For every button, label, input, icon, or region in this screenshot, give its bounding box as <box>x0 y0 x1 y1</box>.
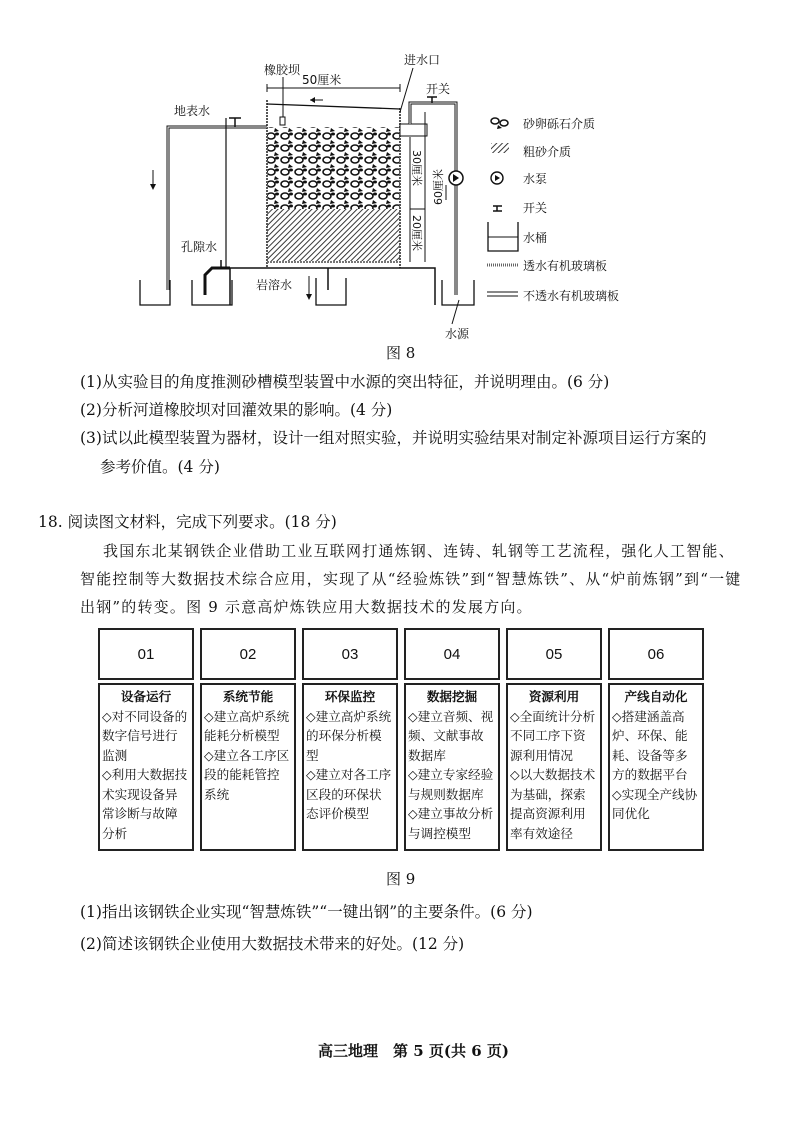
column-title: 系统节能 <box>222 689 274 704</box>
legend-label: 不透水有机玻璃板 <box>523 289 620 303</box>
column-body <box>200 683 296 851</box>
legend-label: 透水有机玻璃板 <box>523 259 608 273</box>
column-item: ◇以大数据技术为基础，探索提高资源利用率有效途径 <box>510 767 596 841</box>
column-number: 05 <box>506 628 602 680</box>
question-18-paragraph-1: 我国东北某钢铁企业借助工业互联网打通炼钢、连铸、轧钢等工艺流程，强化人工智能、 <box>103 542 735 560</box>
impermeable-plate-icon <box>487 292 518 296</box>
pore-water-label: 孔隙水 <box>181 240 218 254</box>
column-item: ◇全面统计分析不同工序下资源利用情况 <box>510 708 596 763</box>
column-body <box>98 683 194 851</box>
column-body <box>302 683 398 851</box>
page-footer: 高三地理 第 5 页(共 6 页) <box>318 1042 509 1060</box>
question-18-2: (2)简述该钢铁企业使用大数据技术带来的好处。(12 分) <box>80 935 465 953</box>
figure-8-caption: 图 8 <box>386 344 416 362</box>
figure-9-column <box>200 628 296 851</box>
legend-label: 开关 <box>523 201 548 215</box>
switch-top-label: 开关 <box>426 82 451 96</box>
pump-legend-icon <box>491 172 503 184</box>
column-title: 数据挖掘 <box>426 689 478 704</box>
bucket-icon <box>488 222 518 251</box>
figure-9-column <box>404 628 500 851</box>
column-item: ◇建立对各工序区段的环保状态评价模型 <box>306 767 392 821</box>
gravel-icon <box>491 118 508 129</box>
height-60-label: 60厘米 <box>432 169 445 205</box>
height-30-label: 30厘米 <box>410 150 423 186</box>
column-item: ◇建立专家经验与规则数据库 <box>408 767 494 802</box>
column-title: 设备运行 <box>120 689 172 704</box>
question-17-2: (2)分析河道橡胶坝对回灌效果的影响。(4 分) <box>80 401 393 419</box>
question-18-1: (1)指出该钢铁企业实现“智慧炼铁”“一键出钢”的主要条件。(6 分) <box>80 903 533 921</box>
inlet-label: 进水口 <box>404 53 441 67</box>
coarse-sand-icon <box>491 143 509 153</box>
height-20-label: 20厘米 <box>410 215 423 251</box>
figure-9-column <box>98 628 194 851</box>
question-18-heading: 18. 阅读图文材料，完成下列要求。(18 分) <box>38 513 337 531</box>
column-item: ◇建立事故分析与调控模型 <box>408 806 494 841</box>
legend-label: 砂卵砾石介质 <box>523 117 596 131</box>
width-label: 50厘米 <box>302 73 342 87</box>
column-body <box>506 683 602 851</box>
rubber-dam-label: 橡胶坝 <box>264 63 301 77</box>
column-item: ◇实现全产线协同优化 <box>612 786 698 821</box>
figure-9-column <box>506 628 602 851</box>
switch-icon <box>493 206 502 211</box>
legend-label: 粗砂介质 <box>523 145 572 159</box>
column-body <box>404 683 500 851</box>
question-18-paragraph-3: 出钢”的转变。图 9 示意高炉炼铁应用大数据技术的发展方向。 <box>80 598 533 616</box>
column-number: 02 <box>200 628 296 680</box>
column-number: 01 <box>98 628 194 680</box>
figure-8-diagram <box>0 0 800 345</box>
coarse-sand-layer <box>267 209 400 261</box>
legend-label: 水桶 <box>523 231 548 245</box>
column-title: 环保监控 <box>324 689 376 704</box>
question-18-paragraph-2: 智能控制等大数据技术综合应用，实现了从“经验炼铁”到“智慧炼铁”、从“炉前炼钢”到“一键 <box>80 570 742 588</box>
column-body <box>608 683 704 851</box>
column-item: ◇搭建涵盖高炉、环保、能耗、设备等多方的数据平台 <box>612 708 688 782</box>
column-number: 06 <box>608 628 704 680</box>
question-17-3: (3)试以此模型装置为器材，设计一组对照实验，并说明实验结果对制定补源项目运行方案的 <box>80 429 707 447</box>
figure-9-caption: 图 9 <box>386 870 416 888</box>
question-17-3-cont: 参考价值。(4 分) <box>100 458 220 476</box>
question-17-1: (1)从实验目的角度推测砂槽模型装置中水源的突出特征，并说明理由。(6 分) <box>80 373 610 391</box>
column-item: ◇利用大数据技术实现设备异常诊断与故障分析 <box>102 767 188 841</box>
figure-9-column <box>302 628 398 851</box>
column-number: 03 <box>302 628 398 680</box>
figure-9-column <box>608 628 704 851</box>
column-item: ◇建立高炉系统的环保分析模型 <box>306 708 392 763</box>
column-title: 产线自动化 <box>624 689 688 704</box>
column-item: ◇建立各工序区段的能耗管控系统 <box>204 747 290 802</box>
column-title: 资源利用 <box>528 689 580 704</box>
figure-8-legend <box>487 116 619 303</box>
gravel-layer <box>267 127 400 209</box>
column-number: 04 <box>404 628 500 680</box>
karst-water-label: 岩溶水 <box>256 278 293 292</box>
legend-label: 水泵 <box>523 172 548 186</box>
surface-water-label: 地表水 <box>174 104 211 118</box>
column-item: ◇建立高炉系统能耗分析模型 <box>204 708 290 743</box>
column-item: ◇对不同设备的数字信号进行监测 <box>102 708 188 763</box>
water-source-label: 水源 <box>445 327 470 341</box>
column-item: ◇建立音频、视频、文献事故数据库 <box>408 708 494 763</box>
